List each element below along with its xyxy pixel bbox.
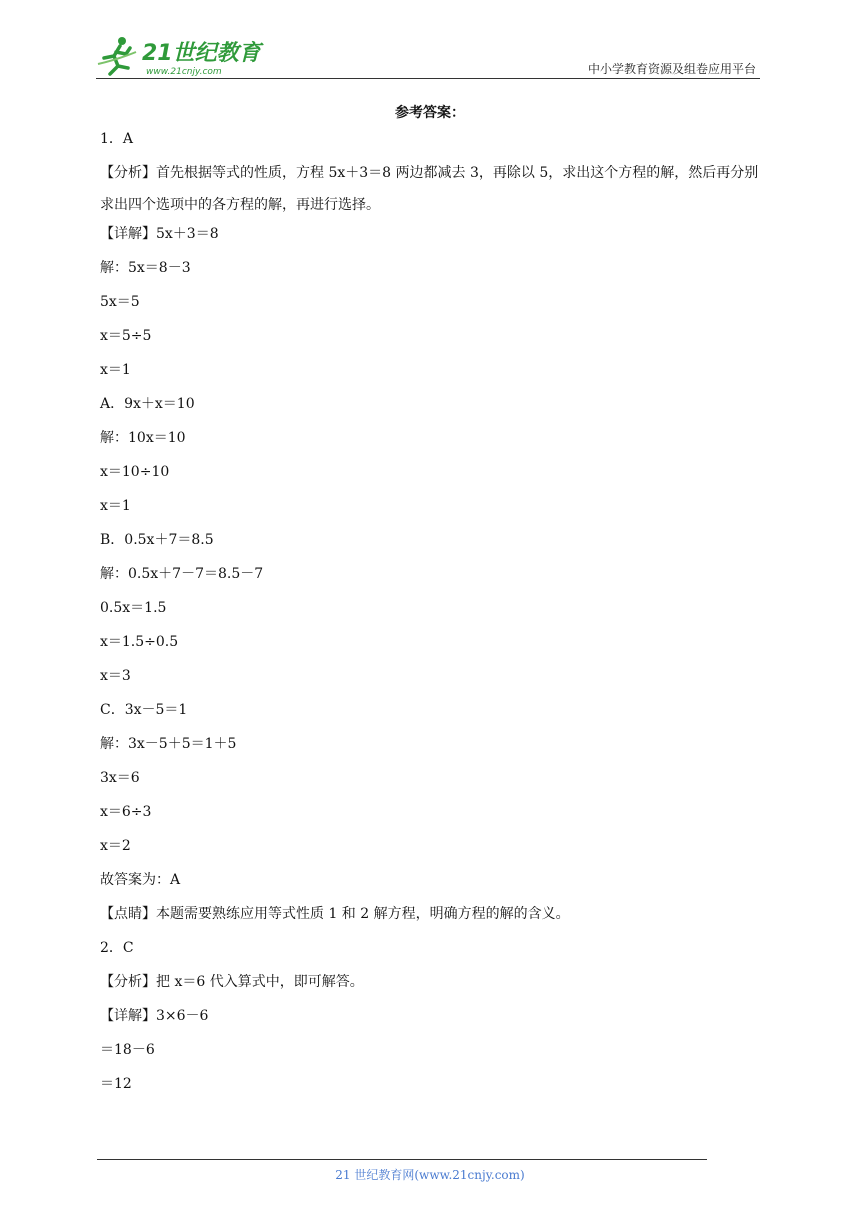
answer-line: 0.5x＝1.5: [100, 600, 167, 616]
analysis-paragraph: 【分析】首先根据等式的性质，方程 5x＋3＝8 两边都减去 3，再除以 5，求出这个方程的解，然后再分别求出四个选项中的各方程的解，再进行选择。: [100, 165, 759, 213]
footer-link[interactable]: 21 世纪教育网(www.21cnjy.com): [335, 1168, 525, 1182]
page-title: 参考答案：: [395, 105, 465, 121]
header-divider: [96, 78, 760, 79]
answer-line: 解：0.5x＋7－7＝8.5－7: [100, 566, 264, 582]
answer-line: 解：10x＝10: [100, 430, 186, 446]
answer-line: C．3x－5＝1: [100, 702, 188, 718]
answer-line: x＝6÷3: [100, 804, 152, 820]
answer-line: x＝1: [100, 362, 131, 378]
answer-line: 【点睛】本题需要熟练应用等式性质 1 和 2 解方程，明确方程的解的含义。: [100, 906, 570, 922]
answer-line: x＝1: [100, 498, 131, 514]
runner-icon: [98, 37, 136, 74]
footer-divider: [97, 1159, 707, 1160]
answer-line: x＝10÷10: [100, 464, 170, 480]
answer-line: A．9x＋x＝10: [100, 396, 195, 412]
answer-line: ＝12: [100, 1076, 132, 1092]
answer-line: x＝2: [100, 838, 131, 854]
answer-line: 解：3x－5＋5＝1＋5: [100, 736, 237, 752]
answer-line: x＝1.5÷0.5: [100, 634, 179, 650]
answer-content: [100, 128, 762, 1107]
header-right-text: 中小学教育资源及组卷应用平台: [587, 62, 756, 76]
answer-line: 解：5x＝8－3: [100, 260, 191, 276]
page-header: [96, 30, 760, 80]
svg-text:www.21cnjy.com: www.21cnjy.com: [146, 67, 222, 77]
answer-line: 3x＝6: [100, 770, 140, 786]
answer-line: 故答案为：A: [100, 872, 181, 888]
svg-text:21世纪教育: 21世纪教育: [142, 41, 261, 66]
answer-line: 【详解】5x＋3＝8: [100, 226, 219, 242]
answer-line: ＝18－6: [100, 1042, 155, 1058]
answer-line: x＝3: [100, 668, 131, 684]
answer-line: x＝5÷5: [100, 328, 152, 344]
answer-line: B．0.5x＋7＝8.5: [100, 532, 214, 548]
answer-line: 5x＝5: [100, 294, 140, 310]
answer-line: 1．A: [100, 131, 134, 147]
logo: [96, 34, 266, 78]
answer-line: 2．C: [100, 940, 134, 956]
answer-line: 【详解】3×6－6: [100, 1008, 209, 1024]
answer-line: 【分析】把 x＝6 代入算式中，即可解答。: [100, 974, 364, 990]
